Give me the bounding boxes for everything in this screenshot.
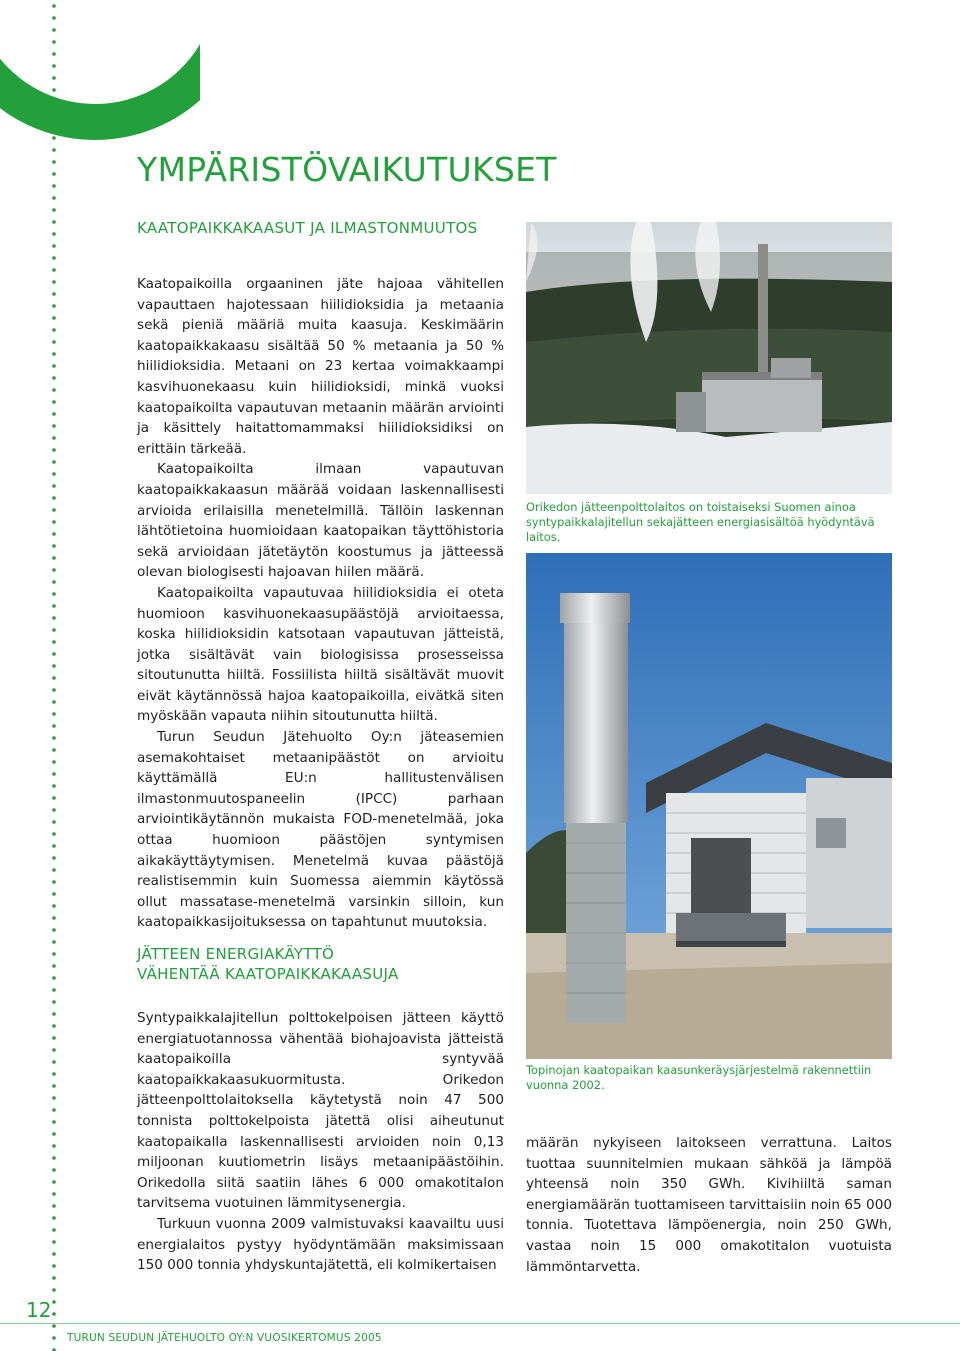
paragraph: Turkuun vuonna 2009 valmistuvaksi kaavailtu uusi energialaitos pystyy hyödyntämään maksimissaan 150 000 tonnia yhdyskuntajätettä, eli kolmikertaisen	[137, 1215, 504, 1274]
page-title: YMPÄRISTÖVAIKUTUKSET	[137, 150, 557, 189]
photo-gas-collection-system	[526, 553, 892, 1059]
green-arc-decoration	[0, 0, 200, 150]
section-heading-landfill-gas: KAATOPAIKKAKAASUT JA ILMASTONMUUTOS	[137, 219, 478, 237]
paragraph: Kaatopaikoilta ilmaan vapautuvan kaatopaikkakaasun määrää voidaan laskennallisesti arvioida erilaisilla menetelmillä. Tällöin laskennan lähtötietoina huomioidaan kaatopaikan täyttöhistoria sekä arvioidaan jätetäytön koostumus ja jätteessä olevan biologisesti hajoavan hiilen määrä.	[137, 461, 504, 581]
paragraph: Kaatopaikoilta vapautuvaa hiilidioksidia ei oteta huomioon kasvihuonekaasupäästöjä arvioitaessa, koska hiilidioksidin katsotaan vapautuvan jätteistä, jotka sisältävät vain biologisissa prosesseissa sitoutunutta hiiltä. Fossiilista hiiltä sisältävät muovit eivät käytännössä hajoa kaatopaikoilla, eivätkä siten myöskään vapauta niihin sitoutunutta hiiltä.	[137, 584, 504, 725]
paragraph: Syntypaikkalajitellun polttokelpoisen jätteen käyttö energiatuotannossa vähentää biohajoavista jätteistä kaatopaikoilla syntyvää kaatopaikkakaasukuormitusta. Orikedon jätteenpolttolaitoksella käytetystä noin 47 500 tonnista polttokelpoista jätettä olisi aiheutunut kaatopaikalla laskennallisesti arvioiden noin 0,13 miljoonan kuutiometrin lisäys metaanipäästöihin. Orikedolla siitä saatiin lähes 6 000 omakotitalon tarvitsema vuotuinen lämmitysenergia.	[137, 1010, 504, 1212]
heading-line: VÄHENTÄÄ KAATOPAIKKAKAASUJA	[137, 965, 399, 983]
section2-body-right	[526, 1133, 892, 1277]
section2-body-left	[137, 1008, 504, 1276]
photo-caption: Orikedon jätteenpolttolaitos on toistaiseksi Suomen ainoa syntypaikkalajitellun sekajätteen energiasisältöä hyödyntävä laitos.	[526, 500, 875, 544]
section1-body	[137, 274, 504, 933]
paragraph: määrän nykyiseen laitokseen verrattuna. Laitos tuottaa suunnitelmien mukaan sähköä ja lämpöä yhteensä noin 350 GWh. Kivihiiltä saman energiamäärän tuottamiseen tarvittaisiin noin 65 000 tonnia. Tuotettava lämpöenergia, noin 250 GWh, vastaa noin 15 000 omakotitalon vuotuista lämmöntarvetta.	[526, 1135, 892, 1275]
heading-line: JÄTTEEN ENERGIAKÄYTTÖ	[137, 945, 335, 963]
section-heading-energy-use	[137, 944, 399, 984]
footer-publication-title: TURUN SEUDUN JÄTEHUOLTO OY:N VUOSIKERTOMUS 2005	[67, 1332, 382, 1344]
paragraph: Turun Seudun Jätehuolto Oy:n jäteasemien asemakohtaiset metaanipäästöt on arvioitu käyttämällä EU:n hallitustenvälisen ilmastonmuutospaneelin (IPCC) parhaan arviointikäytännön mukaista FOD-menetelmää, joka ottaa huomioon päästöjen syntymisen aikakäyttäytymisen. Menetelmä kuvaa päästöjä realistisemmin kuin Suomessa aiemmin käytössä ollut massatase-menetelmä varsinkin silloin, kun kaatopaikkasijoituksessa on tapahtunut muutoksia.	[137, 729, 504, 931]
footer-divider	[0, 1323, 960, 1324]
paragraph: Kaatopaikoilla orgaaninen jäte hajoaa vähitellen vapauttaen hajotessaan hiilidioksidia ja metaania sekä pieniä määriä muita kaasuja. Keskimäärin kaatopaikkakaasu sisältää 50 % metaania ja 50 % hiilidioksidia. Metaani on 23 kertaa voimakkaampi kasvihuonekaasu kuin hiilidioksidi, minkä vuoksi kaatopaikoilta vapautuvan metaanin määrän arviointi ja käsittely haitattomammaksi hiilidioksidiksi on erittäin tärkeää.	[137, 276, 504, 457]
photo-incineration-plant	[526, 222, 892, 494]
page-number: 12	[26, 1298, 52, 1322]
dotted-margin-line	[51, 0, 57, 1351]
photo-caption: Topinojan kaatopaikan kaasunkeräysjärjestelmä rakennettiin vuonna 2002.	[526, 1063, 872, 1092]
